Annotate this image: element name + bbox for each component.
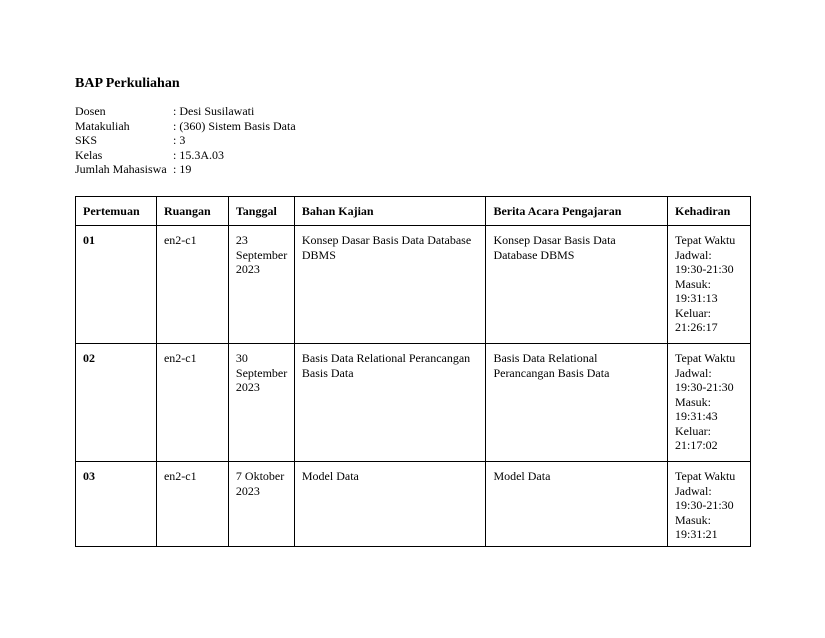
cell-tanggal: 7 Oktober 2023 [228, 462, 294, 547]
cell-ruangan: en2-c1 [156, 344, 228, 462]
kehadiran-line: Keluar: [675, 305, 711, 320]
meta-label: SKS [75, 133, 98, 148]
meta-value: : Desi Susilawati [173, 104, 255, 118]
header-bahan-kajian: Bahan Kajian [294, 197, 486, 226]
kehadiran-line: Jadwal: [675, 483, 712, 498]
table-row [76, 344, 751, 462]
cell-bahan-kajian: Model Data [294, 462, 486, 547]
cell-pertemuan: 02 [76, 344, 157, 462]
kehadiran-line: 19:30-21:30 [675, 498, 734, 512]
kehadiran-line: Tepat Waktu [675, 469, 736, 483]
kehadiran-line: Jadwal: [675, 247, 712, 262]
cell-berita-acara: Konsep Dasar Basis Data Database DBMS [486, 226, 668, 344]
kehadiran-line: 19:30-21:30 [675, 262, 734, 276]
meta-row-kelas [75, 148, 296, 163]
kehadiran-line: Keluar: [675, 423, 711, 438]
cell-ruangan: en2-c1 [156, 226, 228, 344]
kehadiran-line: 19:31:13 [675, 291, 718, 305]
header-berita-acara: Berita Acara Pengajaran [486, 197, 668, 226]
cell-pertemuan: 03 [76, 462, 157, 547]
page-title: BAP Perkuliahan [75, 76, 180, 91]
meta-row-dosen [75, 104, 296, 119]
kehadiran-line: 21:26:17 [675, 320, 718, 334]
meta-label: Kelas [75, 147, 103, 162]
kehadiran-line: Masuk: [675, 394, 712, 409]
cell-berita-acara: Model Data [486, 462, 668, 547]
cell-kehadiran [668, 462, 751, 547]
kehadiran-line: Tepat Waktu [675, 233, 736, 247]
bap-table [75, 196, 751, 547]
header-tanggal: Tanggal [228, 197, 294, 226]
kehadiran-line: Jadwal: [675, 365, 712, 380]
kehadiran-line: 21:17:02 [675, 438, 718, 452]
meta-value: : 19 [173, 162, 192, 177]
kehadiran-line: 19:30-21:30 [675, 380, 734, 394]
meta-row-jumlah [75, 162, 296, 177]
meta-label: Matakuliah [75, 118, 130, 133]
meta-label: Jumlah Mahasiswa [75, 162, 167, 177]
meta-value: : 3 [173, 133, 186, 148]
meta-label: Dosen [75, 104, 106, 118]
cell-bahan-kajian: Konsep Dasar Basis Data Database DBMS [294, 226, 486, 344]
kehadiran-line: 19:31:21 [675, 527, 718, 541]
meta-row-sks [75, 133, 296, 148]
header-kehadiran: Kehadiran [668, 197, 751, 226]
kehadiran-line: Tepat Waktu [675, 351, 736, 365]
table-row [76, 226, 751, 344]
kehadiran-line: Masuk: [675, 512, 712, 527]
table-header-row [76, 197, 751, 226]
header-pertemuan: Pertemuan [76, 197, 157, 226]
kehadiran-line: 19:31:43 [675, 409, 718, 423]
meta-value: : 15.3A.03 [173, 147, 224, 162]
cell-tanggal: 23 September 2023 [228, 226, 294, 344]
cell-kehadiran [668, 344, 751, 462]
table-row [76, 462, 751, 547]
kehadiran-line: Masuk: [675, 276, 712, 291]
meta-row-matakuliah [75, 119, 296, 134]
cell-kehadiran [668, 226, 751, 344]
course-info [75, 104, 296, 177]
cell-bahan-kajian: Basis Data Relational Perancangan Basis Data [294, 344, 486, 462]
cell-berita-acara: Basis Data Relational Perancangan Basis Data [486, 344, 668, 462]
header-ruangan: Ruangan [156, 197, 228, 226]
cell-ruangan: en2-c1 [156, 462, 228, 547]
cell-pertemuan: 01 [76, 226, 157, 344]
cell-tanggal: 30 September 2023 [228, 344, 294, 462]
meta-value: : (360) Sistem Basis Data [173, 118, 296, 133]
